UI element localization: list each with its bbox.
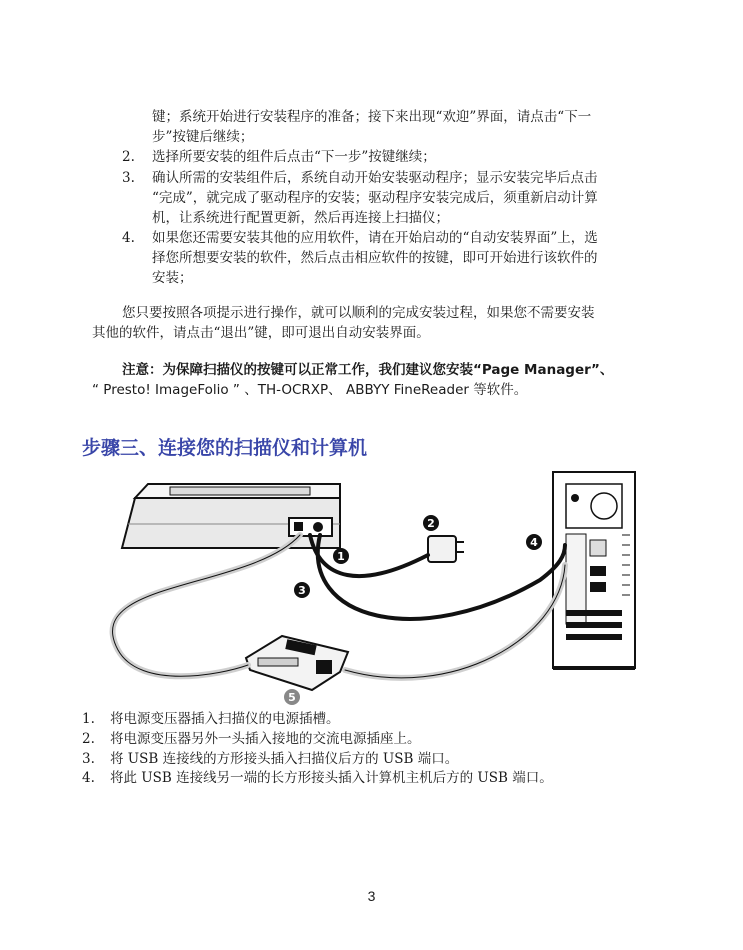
step4-line-2: 择您所想要安装的软件，然后点击相应软件的按键，即可开始进行该软件的 bbox=[152, 250, 598, 266]
step3-line-2: “完成”，就完成了驱动程序的安装；驱动程序安装完成后，须重新启动计算 bbox=[152, 190, 598, 206]
callout-2-label: 2 bbox=[427, 517, 435, 530]
callout-4 bbox=[526, 534, 542, 550]
connect-step-1-number: 1. bbox=[82, 711, 95, 727]
connect-step-4-text: 将此 USB 连接线另一端的长方形接头插入计算机主机后方的 USB 端口。 bbox=[110, 770, 553, 786]
step2-line-1: 选择所要安装的组件后点击“下一步”按键继续； bbox=[152, 149, 436, 165]
callout-2 bbox=[423, 515, 439, 531]
callout-1-label: 1 bbox=[337, 550, 345, 563]
step2-number: 2. bbox=[122, 149, 135, 165]
note-line-1: 注意：为保障扫描仪的按键可以正常工作，我们建议您安装“Page Manager”、 bbox=[122, 362, 614, 378]
page-number: 3 bbox=[367, 888, 376, 904]
callout-4-label: 4 bbox=[530, 536, 538, 549]
scanner-illustration bbox=[122, 484, 340, 548]
step4-line-3: 安装； bbox=[152, 270, 193, 286]
connect-step-3-number: 3. bbox=[82, 751, 95, 767]
note-line-2: “ Presto! ImageFolio ” 、TH-OCRXP、 ABBYY FineReader 等软件。 bbox=[92, 382, 528, 398]
step3-line-1: 确认所需的安装组件后，系统自动开始安装驱动程序；显示安装完毕后点击 bbox=[152, 170, 598, 186]
connect-step-3-text: 将 USB 连接线的方形接头插入扫描仪后方的 USB 端口。 bbox=[110, 751, 459, 767]
callout-5-label: 5 bbox=[288, 691, 296, 704]
step3-number: 3. bbox=[122, 170, 135, 186]
callout-3-label: 3 bbox=[298, 584, 306, 597]
connect-step-2-number: 2. bbox=[82, 731, 95, 747]
connect-step-4-number: 4. bbox=[82, 770, 95, 786]
step3-line-3: 机，让系统进行配置更新，然后再连接上扫描仪； bbox=[152, 210, 449, 226]
paragraph-line-1: 您只要按照各项提示进行操作，就可以顺利的完成安装过程，如果您不需要安装 bbox=[122, 305, 595, 321]
callout-5 bbox=[284, 689, 300, 705]
connect-step-1-text: 将电源变压器插入扫描仪的电源插槽。 bbox=[110, 711, 340, 727]
callout-1 bbox=[333, 548, 349, 564]
usb-hub-illustration bbox=[246, 636, 348, 690]
step4-line-1: 如果您还需要安装其他的应用软件，请在开始启动的“自动安装界面”上，选 bbox=[152, 230, 598, 246]
step4-number: 4. bbox=[122, 230, 135, 246]
paragraph-line-2: 其他的软件，请点击“退出”键，即可退出自动安装界面。 bbox=[92, 325, 430, 341]
callout-3 bbox=[294, 582, 310, 598]
connect-step-2-text: 将电源变压器另外一头插入接地的交流电源插座上。 bbox=[110, 731, 421, 747]
power-adapter-illustration bbox=[428, 536, 464, 562]
step1-line-1: 键；系统开始进行安装程序的准备；接下来出现“欢迎”界面，请点击“下一 bbox=[152, 109, 592, 125]
section-heading: 步骤三、连接您的扫描仪和计算机 bbox=[82, 437, 368, 459]
step1-line-2: 步”按键后继续； bbox=[152, 129, 254, 145]
